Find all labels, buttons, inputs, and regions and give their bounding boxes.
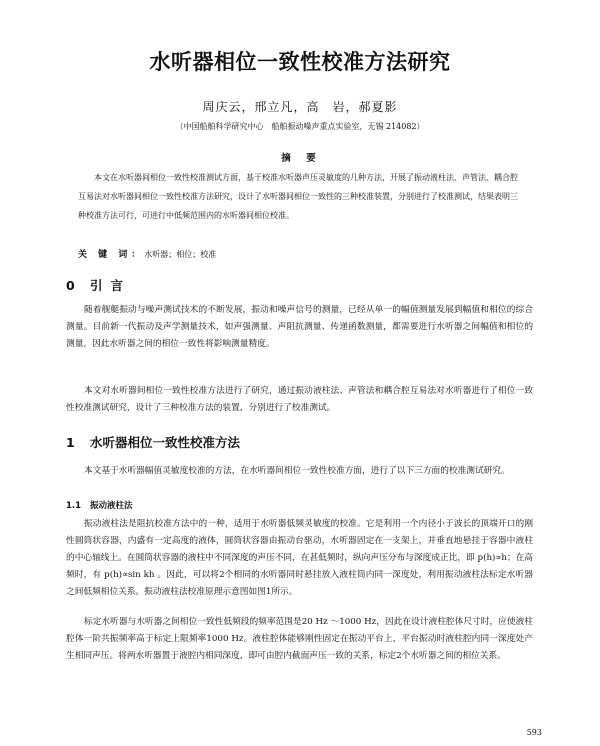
subsection-heading-1-1 <box>66 499 133 511</box>
section-number: 1 <box>66 435 75 450</box>
page-number: 593 <box>526 728 542 737</box>
paper-title: 水听器相位一致性校准方法研究 <box>149 50 451 74</box>
body-paragraph: 本文对水听器间相位一致性校准方法进行了研究，通过振动液柱法、声管法和耦合腔互易法对水听器进行了相位一致性校准测试研究，设计了三种校准方法的装置，分别进行了校准测试。 <box>66 386 533 413</box>
paper-affiliation: （中国船舶科学研究中心 船舶振动噪声重点实验室，无锡 214082） <box>175 122 425 131</box>
section-heading-0 <box>66 276 131 294</box>
keywords-label: 关 键 词： <box>78 250 145 260</box>
abstract-heading: 摘 要 <box>281 153 319 164</box>
subsection-number: 1.1 <box>66 501 82 511</box>
body-paragraph: 随着舰艇振动与噪声测试技术的不断发展，振动和噪声信号的测量，已经从单一的幅值测量发展到幅值和相位的综合测量。目前新一代振动及声学测量技术，如声强测量、声阻抗测量、传递函数测量，都需要进行水听器之间幅值和相位的测量，因此水听器之间的相位一致性将影响测量精度。 <box>66 305 533 349</box>
abstract-text: 本文在水听器间相位一致性校准测试方面，基于校准水听器声压灵敏度的几种方法，开展了振动液柱法、声管法、耦合腔互易法对水听器间相位一致性校准方法研究，设计了水听器间相位一致性的三种校准装置，分别进行了校准测试，结果表明三种校准方法可行，可进行中低频范围内的水听器间相位校准。 <box>78 173 518 220</box>
body-paragraph: 标定水听器与水听器之间相位一致性低频段的频率范围是20 Hz ～1000 Hz，因此在设计液柱腔体尺寸时，应使液柱腔体一阶共振频率高于标定上限频率1000 Hz。液柱腔体能够刚性固定在振动平台上，平台振动时液柱腔内同一深度处产生相同声压。将两水听器置于液腔内相同深度，即可由腔内截面声压一致的关系，标定2个水听器之间的相位关系。 <box>66 617 533 661</box>
keywords-line <box>78 247 216 260</box>
section-heading-1 <box>66 433 240 451</box>
subsection-title: 振动液柱法 <box>90 501 133 511</box>
section-number: 0 <box>66 278 75 293</box>
section-title: 引言 <box>90 278 132 293</box>
body-paragraph: 振动液柱法是阻抗校准方法中的一种，适用于水听器低频灵敏度的校准。它是利用一个内径小于波长的顶端开口的刚性圆筒状容器，内盛有一定高度的液体，圆筒状容器由振动台驱动，水听器固定在一支架上，并垂直地悬挂于容器中液柱的中心轴线上。在圆筒状容器的液柱中不同深度的声压不同，在甚低频时，纵向声压分布与深度成正比，即 p(h)∝h；在高频时，有 p(h)∝sin kh 。因此，可以将2个相同的水听器同时悬挂放入液柱筒内同一深度处，利用振动液柱法标定水听器之间低频相位关系。振动液柱法校准原理示意图如图1所示。 <box>66 519 533 597</box>
body-paragraph: 本文基于水听器幅值灵敏度校准的方法，在水听器间相位一致性校准方面，进行了以下三方面的校准测试研究。 <box>84 466 510 476</box>
keywords-value: 水听器；相位；校准 <box>144 250 217 259</box>
paper-authors: 周庆云，邢立凡，高 岩，郝夏影 <box>202 100 398 114</box>
section-title: 水听器相位一致性校准方法 <box>90 435 241 450</box>
